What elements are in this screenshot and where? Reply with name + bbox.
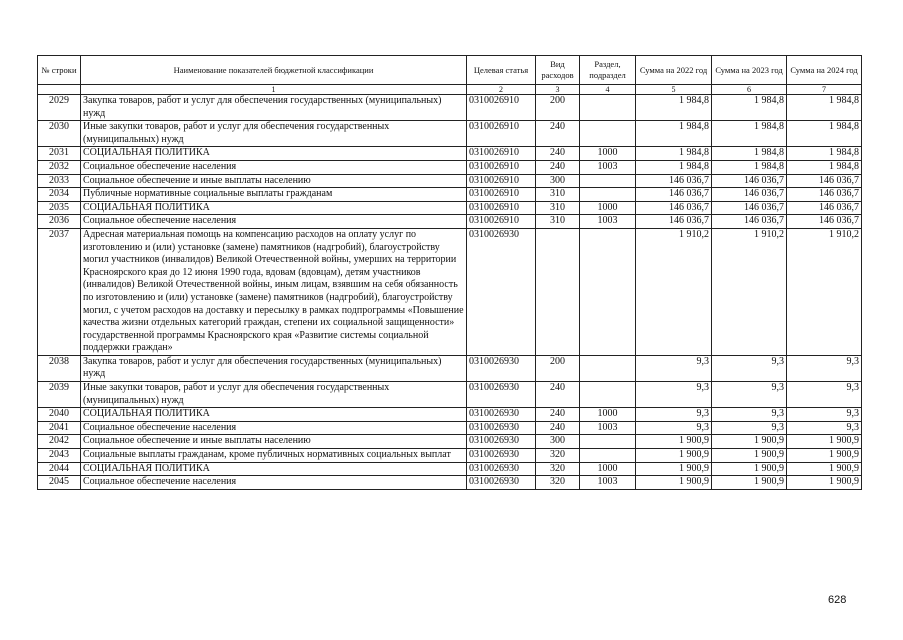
expense-type-cell: 240 — [536, 147, 580, 161]
table-row — [38, 435, 862, 449]
name-cell: Публичные нормативные социальные выплаты гражданам — [81, 188, 467, 202]
expense-type-cell: 310 — [536, 188, 580, 202]
target-article-cell: 0310026910 — [467, 147, 536, 161]
target-article-cell: 0310026930 — [467, 421, 536, 435]
sum-2022-cell: 1 900,9 — [636, 462, 712, 476]
expense-type-cell — [536, 228, 580, 355]
table-row — [38, 147, 862, 161]
sum-2023-cell: 1 900,9 — [712, 435, 787, 449]
table-row — [38, 408, 862, 422]
column-number: 7 — [787, 85, 862, 95]
expense-type-cell: 300 — [536, 435, 580, 449]
sum-2022-cell: 1 984,8 — [636, 121, 712, 147]
name-cell: Закупка товаров, работ и услуг для обеспечения государственных (муниципальных) нужд — [81, 95, 467, 121]
row-number-cell: 2030 — [38, 121, 81, 147]
header-sum-2023: Сумма на 2023 год — [712, 56, 787, 85]
row-number-cell: 2042 — [38, 435, 81, 449]
row-number-cell: 2033 — [38, 174, 81, 188]
sum-2024-cell: 1 900,9 — [787, 449, 862, 463]
table-row — [38, 215, 862, 229]
name-cell: СОЦИАЛЬНАЯ ПОЛИТИКА — [81, 408, 467, 422]
sum-2024-cell: 146 036,7 — [787, 215, 862, 229]
sum-2022-cell: 146 036,7 — [636, 188, 712, 202]
sum-2024-cell: 1 910,2 — [787, 228, 862, 355]
target-article-cell: 0310026910 — [467, 160, 536, 174]
sum-2022-cell: 1 900,9 — [636, 435, 712, 449]
row-number-cell: 2040 — [38, 408, 81, 422]
sum-2023-cell: 1 900,9 — [712, 476, 787, 490]
column-number-row — [38, 85, 862, 95]
section-cell: 1003 — [580, 421, 636, 435]
sum-2023-cell: 1 984,8 — [712, 121, 787, 147]
sum-2024-cell: 1 984,8 — [787, 160, 862, 174]
sum-2022-cell: 146 036,7 — [636, 215, 712, 229]
target-article-cell: 0310026930 — [467, 476, 536, 490]
sum-2024-cell: 146 036,7 — [787, 201, 862, 215]
name-cell: Адресная материальная помощь на компенсацию расходов на оплату услуг по изготовлению и (или) установке (замене) памятников (надгробий), благоустройству могил участников (инвалидов) Великой Отечественной войны, умерших на территории Красноярского края до 12 июня 1990 года, вдовам (вдовцам), детям участников (инвалидов) Великой Отечественной войны, иным лицам, взявшим на себя обязанность по изготовлению и (или) установке (замене) памятников (надгробий), благоустройству могил, с учетом расходов на доставку и пересылку в рамках подпрограммы «Повышение качества жизни отдельных категорий граждан, степени их социальной защищенности» государственной программы Красноярского края «Развитие системы социальной поддержки граждан» — [81, 228, 467, 355]
page-number: 628 — [828, 594, 847, 606]
target-article-cell: 0310026930 — [467, 382, 536, 408]
row-number-cell: 2032 — [38, 160, 81, 174]
name-cell: Социальное обеспечение населения — [81, 476, 467, 490]
sum-2023-cell: 146 036,7 — [712, 201, 787, 215]
budget-table — [37, 55, 862, 490]
target-article-cell: 0310026910 — [467, 188, 536, 202]
expense-type-cell: 240 — [536, 121, 580, 147]
row-number-cell: 2029 — [38, 95, 81, 121]
row-number-cell: 2039 — [38, 382, 81, 408]
sum-2023-cell: 9,3 — [712, 408, 787, 422]
header-section: Раздел, подраздел — [580, 56, 636, 85]
name-cell: Иные закупки товаров, работ и услуг для обеспечения государственных (муниципальных) нужд — [81, 382, 467, 408]
expense-type-cell: 240 — [536, 421, 580, 435]
sum-2023-cell: 146 036,7 — [712, 188, 787, 202]
row-number-cell: 2031 — [38, 147, 81, 161]
section-cell — [580, 382, 636, 408]
name-cell: Социальные выплаты гражданам, кроме публичных нормативных социальных выплат — [81, 449, 467, 463]
header-sum-2022: Сумма на 2022 год — [636, 56, 712, 85]
sum-2023-cell: 1 900,9 — [712, 449, 787, 463]
row-number-cell: 2045 — [38, 476, 81, 490]
column-number: 4 — [580, 85, 636, 95]
name-cell: Иные закупки товаров, работ и услуг для обеспечения государственных (муниципальных) нужд — [81, 121, 467, 147]
target-article-cell: 0310026930 — [467, 435, 536, 449]
table-row — [38, 201, 862, 215]
row-number-cell: 2035 — [38, 201, 81, 215]
table-row — [38, 421, 862, 435]
sum-2022-cell: 1 984,8 — [636, 147, 712, 161]
name-cell: СОЦИАЛЬНАЯ ПОЛИТИКА — [81, 147, 467, 161]
table-row — [38, 355, 862, 381]
column-number: 2 — [467, 85, 536, 95]
column-number: 1 — [81, 85, 467, 95]
row-number-cell: 2037 — [38, 228, 81, 355]
name-cell: СОЦИАЛЬНАЯ ПОЛИТИКА — [81, 201, 467, 215]
section-cell: 1003 — [580, 476, 636, 490]
section-cell — [580, 188, 636, 202]
expense-type-cell: 310 — [536, 201, 580, 215]
sum-2023-cell: 9,3 — [712, 382, 787, 408]
table-row — [38, 449, 862, 463]
expense-type-cell: 320 — [536, 462, 580, 476]
target-article-cell: 0310026910 — [467, 95, 536, 121]
target-article-cell: 0310026930 — [467, 462, 536, 476]
header-name: Наименование показателей бюджетной классификации — [81, 56, 467, 85]
sum-2023-cell: 1 984,8 — [712, 147, 787, 161]
section-cell — [580, 228, 636, 355]
target-article-cell: 0310026930 — [467, 449, 536, 463]
header-row-number: № строки — [38, 56, 81, 85]
expense-type-cell: 240 — [536, 408, 580, 422]
sum-2022-cell: 1 910,2 — [636, 228, 712, 355]
name-cell: Социальное обеспечение и иные выплаты населению — [81, 435, 467, 449]
name-cell: СОЦИАЛЬНАЯ ПОЛИТИКА — [81, 462, 467, 476]
section-cell: 1003 — [580, 160, 636, 174]
target-article-cell: 0310026930 — [467, 228, 536, 355]
sum-2024-cell: 1 900,9 — [787, 462, 862, 476]
table-row — [38, 382, 862, 408]
target-article-cell: 0310026910 — [467, 121, 536, 147]
table-body — [38, 95, 862, 490]
name-cell: Закупка товаров, работ и услуг для обеспечения государственных (муниципальных) нужд — [81, 355, 467, 381]
section-cell — [580, 121, 636, 147]
row-number-cell: 2034 — [38, 188, 81, 202]
table-row — [38, 95, 862, 121]
header-expense-type: Вид расходов — [536, 56, 580, 85]
expense-type-cell: 200 — [536, 355, 580, 381]
header-target: Целевая статья — [467, 56, 536, 85]
row-number-cell: 2036 — [38, 215, 81, 229]
header-sum-2024: Сумма на 2024 год — [787, 56, 862, 85]
column-number: 3 — [536, 85, 580, 95]
section-cell — [580, 95, 636, 121]
section-cell: 1000 — [580, 201, 636, 215]
section-cell — [580, 355, 636, 381]
expense-type-cell: 310 — [536, 215, 580, 229]
expense-type-cell: 320 — [536, 476, 580, 490]
column-number: 5 — [636, 85, 712, 95]
sum-2022-cell: 9,3 — [636, 355, 712, 381]
section-cell: 1000 — [580, 408, 636, 422]
sum-2024-cell: 1 984,8 — [787, 95, 862, 121]
sum-2024-cell: 9,3 — [787, 382, 862, 408]
row-number-cell: 2044 — [38, 462, 81, 476]
header-row — [38, 56, 862, 85]
sum-2022-cell: 9,3 — [636, 408, 712, 422]
section-cell: 1003 — [580, 215, 636, 229]
target-article-cell: 0310026930 — [467, 355, 536, 381]
section-cell: 1000 — [580, 462, 636, 476]
table-row — [38, 160, 862, 174]
sum-2022-cell: 1 984,8 — [636, 95, 712, 121]
expense-type-cell: 320 — [536, 449, 580, 463]
sum-2023-cell: 1 984,8 — [712, 95, 787, 121]
section-cell — [580, 449, 636, 463]
row-number-cell: 2041 — [38, 421, 81, 435]
name-cell: Социальное обеспечение и иные выплаты населению — [81, 174, 467, 188]
table-row — [38, 228, 862, 355]
sum-2024-cell: 1 900,9 — [787, 476, 862, 490]
table-row — [38, 121, 862, 147]
section-cell — [580, 174, 636, 188]
sum-2024-cell: 1 900,9 — [787, 435, 862, 449]
column-number: 6 — [712, 85, 787, 95]
sum-2022-cell: 9,3 — [636, 382, 712, 408]
section-cell — [580, 435, 636, 449]
sum-2022-cell: 1 900,9 — [636, 476, 712, 490]
name-cell: Социальное обеспечение населения — [81, 160, 467, 174]
sum-2024-cell: 146 036,7 — [787, 174, 862, 188]
expense-type-cell: 240 — [536, 382, 580, 408]
section-cell: 1000 — [580, 147, 636, 161]
sum-2022-cell: 146 036,7 — [636, 174, 712, 188]
row-number-cell: 2043 — [38, 449, 81, 463]
sum-2024-cell: 9,3 — [787, 421, 862, 435]
sum-2023-cell: 1 910,2 — [712, 228, 787, 355]
name-cell: Социальное обеспечение населения — [81, 421, 467, 435]
sum-2024-cell: 1 984,8 — [787, 121, 862, 147]
sum-2023-cell: 146 036,7 — [712, 215, 787, 229]
expense-type-cell: 200 — [536, 95, 580, 121]
target-article-cell: 0310026930 — [467, 408, 536, 422]
expense-type-cell: 300 — [536, 174, 580, 188]
column-number — [38, 85, 81, 95]
sum-2023-cell: 146 036,7 — [712, 174, 787, 188]
sum-2023-cell: 1 900,9 — [712, 462, 787, 476]
sum-2024-cell: 146 036,7 — [787, 188, 862, 202]
target-article-cell: 0310026910 — [467, 215, 536, 229]
sum-2022-cell: 1 984,8 — [636, 160, 712, 174]
sum-2022-cell: 1 900,9 — [636, 449, 712, 463]
row-number-cell: 2038 — [38, 355, 81, 381]
target-article-cell: 0310026910 — [467, 174, 536, 188]
target-article-cell: 0310026910 — [467, 201, 536, 215]
sum-2023-cell: 1 984,8 — [712, 160, 787, 174]
sum-2023-cell: 9,3 — [712, 421, 787, 435]
table-row — [38, 462, 862, 476]
sum-2024-cell: 9,3 — [787, 355, 862, 381]
sum-2024-cell: 9,3 — [787, 408, 862, 422]
table-row — [38, 476, 862, 490]
sum-2022-cell: 146 036,7 — [636, 201, 712, 215]
table-row — [38, 188, 862, 202]
name-cell: Социальное обеспечение населения — [81, 215, 467, 229]
sum-2022-cell: 9,3 — [636, 421, 712, 435]
sum-2023-cell: 9,3 — [712, 355, 787, 381]
expense-type-cell: 240 — [536, 160, 580, 174]
sum-2024-cell: 1 984,8 — [787, 147, 862, 161]
table-row — [38, 174, 862, 188]
